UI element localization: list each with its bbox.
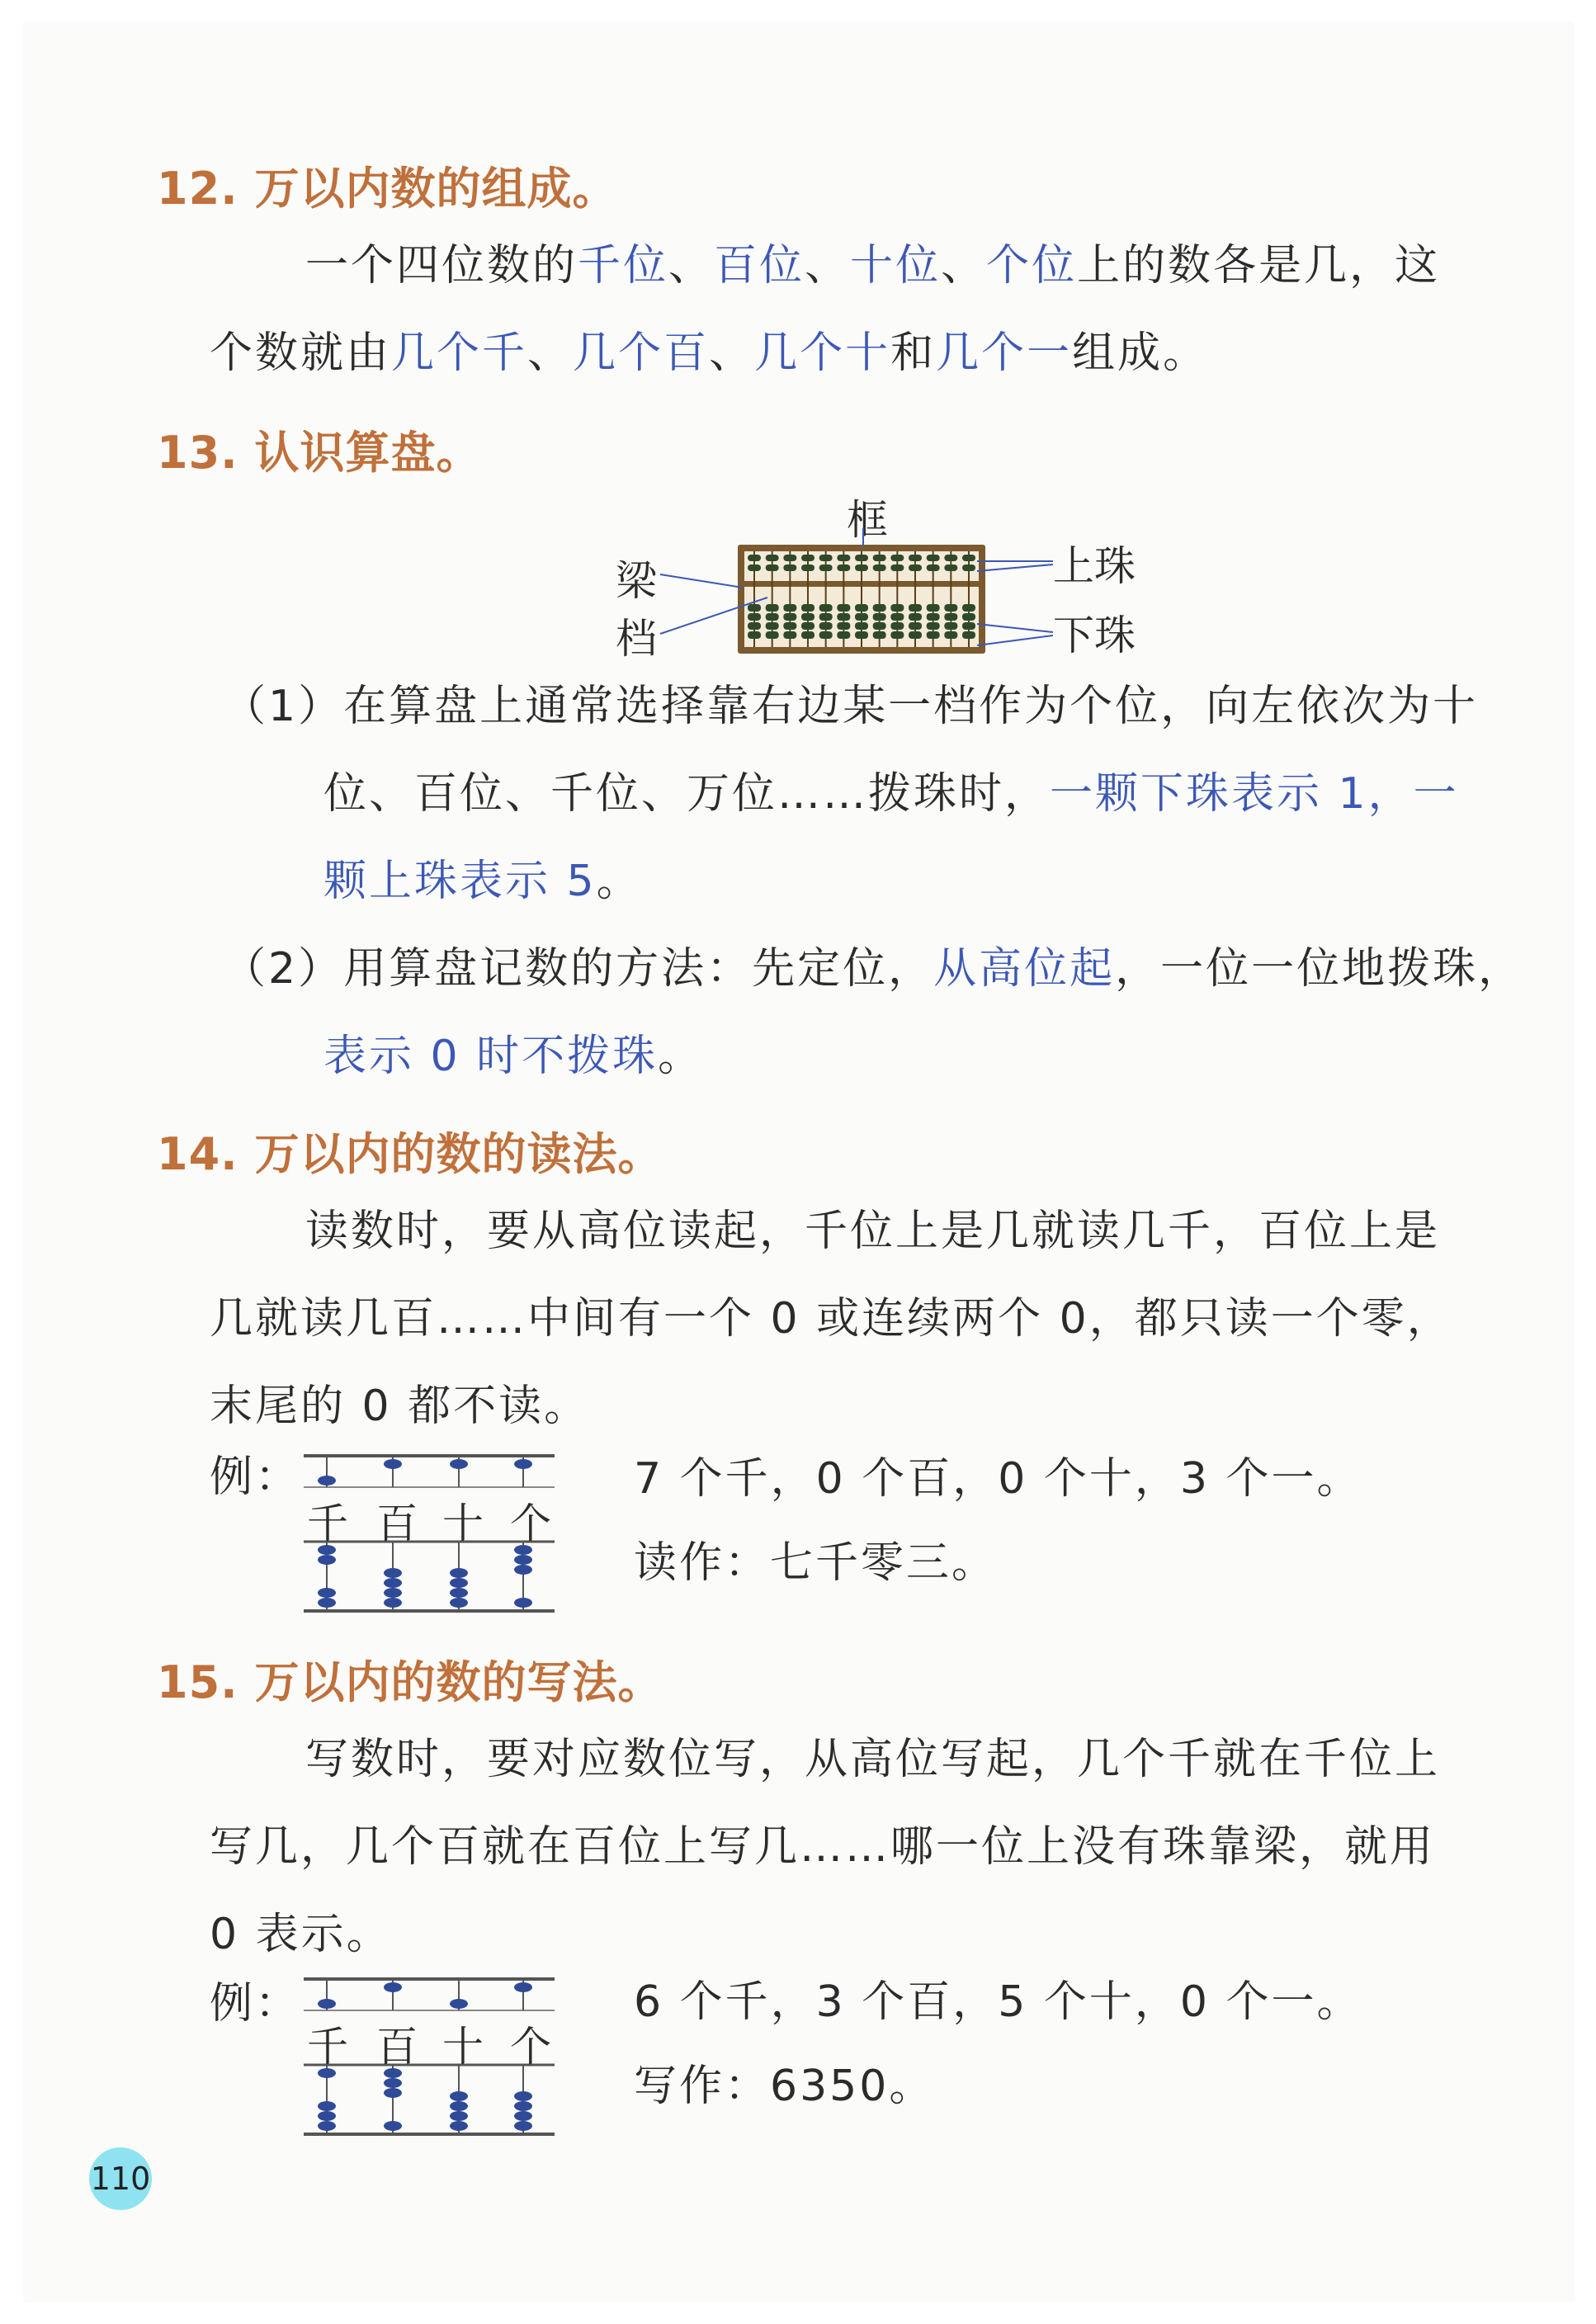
- lower-bead: [514, 1598, 532, 1608]
- lower-bead: [962, 622, 975, 630]
- lower-bead: [819, 631, 833, 639]
- lower-bead: [909, 622, 922, 630]
- s15-line-1: 写数时，要对应数位写，从高位写起，几个千就在千位上: [305, 1735, 1441, 1784]
- page-number-badge: 110: [89, 2147, 152, 2210]
- lower-bead: [766, 604, 779, 612]
- section-14-heading: 14. 万以内的数的读法。: [157, 1128, 663, 1180]
- lower-bead: [748, 604, 761, 612]
- lower-bead: [783, 631, 796, 639]
- lower-bead: [748, 622, 761, 630]
- upper-bead: [783, 555, 796, 561]
- lower-bead: [962, 631, 975, 639]
- upper-bead: [819, 564, 833, 571]
- beam-pointer: [660, 574, 743, 588]
- lower-bead: [890, 613, 904, 621]
- lower-bead: [927, 604, 940, 612]
- abacus-diagram: [0, 0, 1596, 743]
- lower-bead: [909, 613, 922, 621]
- lower-bead: [318, 1598, 336, 1608]
- lower-bead: [783, 613, 796, 621]
- upper-bead: [873, 564, 886, 571]
- lower-bead: [944, 604, 957, 612]
- lower-bead: [748, 613, 761, 621]
- upper-bead: [909, 564, 922, 571]
- lower-bead: [962, 613, 975, 621]
- s14-line-1: 读数时，要从高位读起，千位上是几就读几千，百位上是: [305, 1207, 1441, 1256]
- lower-bead: [819, 613, 833, 621]
- upper-bead: [766, 564, 779, 571]
- abacus-beam-label: 梁: [616, 557, 657, 605]
- lower-bead: [783, 604, 796, 612]
- lower-bead: [801, 604, 815, 612]
- s13-p1-line-1: （1）在算盘上通常选择靠右边某一档作为个位，向左依次为十: [223, 682, 1479, 731]
- upper-bead: [748, 564, 761, 571]
- abacus-rod-label: 档: [616, 615, 657, 663]
- s15-example-line-1: 6 个千，3 个百，5 个十，0 个一。: [634, 1977, 1362, 2027]
- lower-bead: [514, 2121, 532, 2131]
- upper-bead: [855, 564, 868, 571]
- lower-bead: [514, 1555, 532, 1565]
- abacus-lower-bead-label: 下珠: [1053, 612, 1136, 659]
- lower-bead: [318, 1588, 336, 1598]
- s12-line-2: 个数就由几个千、几个百、几个十和几个一组成。: [210, 328, 1209, 378]
- lower-bead: [450, 1598, 468, 1608]
- upper-bead: [944, 564, 957, 571]
- lower-bead: [766, 613, 779, 621]
- upper-bead: [909, 555, 922, 561]
- s13-p2-line-1: （2）用算盘记数的方法：先定位，从高位起，一位一位地拨珠，: [223, 944, 1524, 994]
- lower-bead: [944, 622, 957, 630]
- abacus-upper-bead-label: 上珠: [1053, 542, 1136, 590]
- s13-p2-line-2: 表示 0 时不拨珠。: [323, 1032, 704, 1081]
- upper-bead: [766, 555, 779, 561]
- section-15-heading: 15. 万以内的数的写法。: [157, 1656, 663, 1708]
- lower-bead: [837, 631, 850, 639]
- lower-bead: [873, 622, 886, 630]
- lower-bead: [450, 1578, 468, 1588]
- lower-bead: [318, 1555, 336, 1565]
- upper-bead: [318, 1476, 336, 1486]
- lower-bead: [766, 631, 779, 639]
- upper-bead: [450, 1999, 468, 2009]
- lower-bead: [384, 1588, 402, 1598]
- upper-bead: [944, 555, 957, 561]
- upper-bead: [450, 1459, 468, 1469]
- upper-bead: [855, 555, 868, 561]
- lower-bead: [890, 631, 904, 639]
- lower-bead: [318, 2101, 336, 2111]
- upper-bead: [837, 555, 850, 561]
- upper-bead: [514, 1982, 532, 1992]
- lower-bead: [384, 2121, 402, 2131]
- lower-bead: [944, 631, 957, 639]
- upper-bead: [927, 555, 940, 561]
- upper-bead: [962, 555, 975, 561]
- s13-p1-line-2: 位、百位、千位、万位……拨珠时，一颗下珠表示 1，一: [323, 769, 1459, 819]
- lower-bead: [927, 631, 940, 639]
- upper-bead: [384, 1982, 402, 1992]
- lower-bead: [514, 1565, 532, 1575]
- upper-bead: [819, 555, 833, 561]
- upper-bead: [873, 555, 886, 561]
- lower-bead: [450, 2091, 468, 2101]
- lower-bead: [801, 622, 815, 630]
- lower-bead: [450, 2101, 468, 2111]
- lower-bead: [909, 604, 922, 612]
- s15-line-2: 写几，几个百就在百位上写几……哪一位上没有珠靠梁，就用: [210, 1822, 1436, 1872]
- section-13-heading: 13. 认识算盘。: [157, 427, 482, 479]
- lower-bead: [962, 604, 975, 612]
- s15-line-3: 0 表示。: [210, 1910, 392, 1959]
- s14-line-3: 末尾的 0 都不读。: [210, 1382, 590, 1431]
- lower-pointer-2: [977, 635, 1053, 645]
- upper-bead: [890, 555, 904, 561]
- lower-bead: [801, 631, 815, 639]
- lower-bead: [909, 631, 922, 639]
- s12-line-1: 一个四位数的千位、百位、十位、个位上的数各是几，这: [305, 241, 1441, 290]
- lower-bead: [890, 604, 904, 612]
- lower-bead: [748, 631, 761, 639]
- lower-bead: [801, 613, 815, 621]
- lower-bead: [927, 613, 940, 621]
- lower-bead: [766, 622, 779, 630]
- s14-example-label: 例：: [210, 1452, 301, 1502]
- s14-line-2: 几就读几百……中间有一个 0 或连续两个 0，都只读一个零，: [210, 1294, 1452, 1344]
- s13-p1-line-3: 颗上珠表示 5。: [323, 857, 642, 906]
- lower-bead: [318, 2111, 336, 2121]
- lower-bead: [450, 2111, 468, 2121]
- s15-example-line-2: 写作：6350。: [634, 2062, 935, 2111]
- s15-example-label: 例：: [210, 1979, 301, 2029]
- lower-bead: [873, 613, 886, 621]
- lower-bead: [783, 622, 796, 630]
- lower-bead: [873, 631, 886, 639]
- lower-bead: [855, 604, 868, 612]
- lower-bead: [855, 613, 868, 621]
- s14-example-line-1: 7 个千，0 个百，0 个十，3 个一。: [634, 1454, 1362, 1504]
- lower-bead: [318, 2121, 336, 2131]
- lower-bead: [819, 622, 833, 630]
- upper-bead: [837, 564, 850, 571]
- lower-bead: [819, 604, 833, 612]
- lower-bead: [450, 1588, 468, 1598]
- lower-bead: [837, 604, 850, 612]
- lower-bead: [450, 1568, 468, 1578]
- lower-bead: [890, 622, 904, 630]
- upper-pointer-2: [977, 564, 1053, 571]
- upper-bead: [962, 564, 975, 571]
- upper-bead: [748, 555, 761, 561]
- lower-bead: [450, 2121, 468, 2131]
- lower-bead: [873, 604, 886, 612]
- section-12-heading: 12. 万以内数的组成。: [157, 163, 618, 215]
- lower-bead: [384, 2088, 402, 2098]
- upper-bead: [801, 555, 815, 561]
- lower-bead: [514, 2111, 532, 2121]
- s14-example-line-2: 读作：七千零三。: [634, 1538, 998, 1588]
- upper-bead: [927, 564, 940, 571]
- lower-bead: [837, 622, 850, 630]
- lower-bead: [384, 2078, 402, 2088]
- upper-bead: [514, 1459, 532, 1469]
- lower-bead: [514, 2101, 532, 2111]
- upper-bead: [890, 564, 904, 571]
- lower-bead: [855, 622, 868, 630]
- lower-bead: [837, 613, 850, 621]
- lower-bead: [927, 622, 940, 630]
- upper-bead: [384, 1459, 402, 1469]
- upper-bead: [783, 564, 796, 571]
- lower-bead: [855, 631, 868, 639]
- lower-bead: [944, 613, 957, 621]
- abacus-frame-label: 框: [847, 496, 888, 544]
- lower-bead: [384, 1578, 402, 1588]
- lower-pointer-1: [977, 624, 1053, 632]
- upper-bead: [801, 564, 815, 571]
- upper-bead: [318, 1999, 336, 2009]
- lower-bead: [514, 2091, 532, 2101]
- lower-bead: [384, 1568, 402, 1578]
- lower-bead: [384, 1598, 402, 1608]
